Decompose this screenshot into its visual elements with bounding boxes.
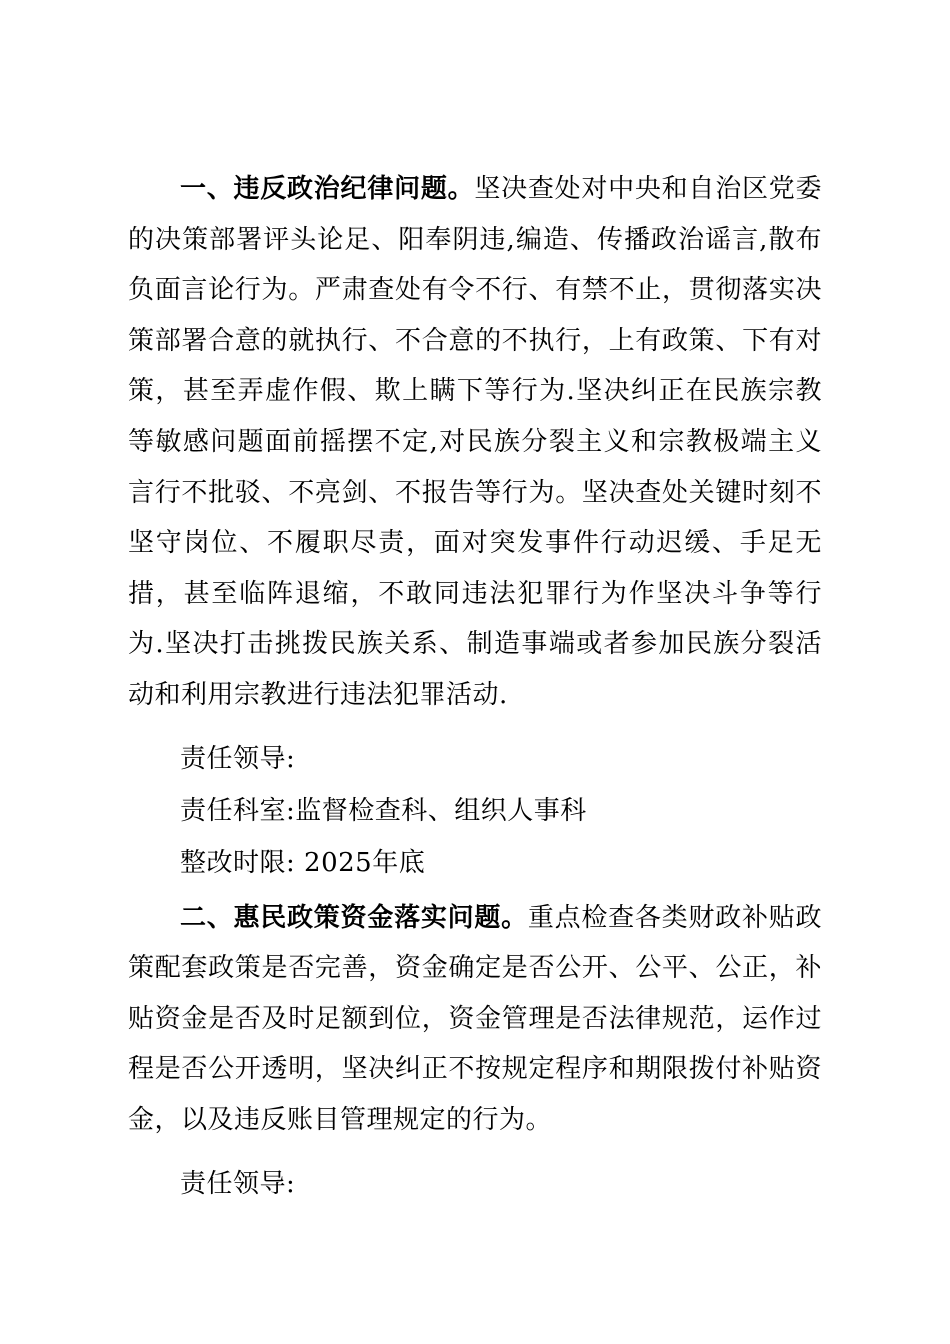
- section-1-office-value: 监督检查科、组织人事科: [295, 795, 587, 826]
- section-2-leader-label: 责任领导:: [180, 1168, 296, 1199]
- section-2-responsible-leader: [128, 1158, 822, 1210]
- section-1-responsible-leader: [128, 733, 822, 785]
- section-1-heading: 一、违反政治纪律问题。: [180, 174, 475, 204]
- section-1-deadline-label: 整改时限:: [180, 847, 296, 878]
- section-1-leader-label: 责任领导:: [180, 743, 296, 774]
- section-1-office-label: 责任科室:: [180, 795, 296, 826]
- section-1-body: 坚决查处对中央和自治区党委的决策部署评头论足、阳奉阴违,编造、传播政治谣言,散布负面言论行为。严肃查处有令不行、有禁不止，贯彻落实决策部署合意的就执行、不合意的不执行，上有政策、下有对策，甚至弄虚作假、欺上瞒下等行为.坚决纠正在民族宗教等敏感问题面前摇摆不定,对民族分裂主义和宗教极端主义言行不批驳、不亮剑、不报告等行为。坚决查处关键时刻不坚守岗位、不履职尽责，面对突发事件行动迟缓、手足无措，甚至临阵退缩，不敢同违法犯罪行为作坚决斗争等行为.坚决打击挑拨民族关系、制造事端或者参加民族分裂活动和利用宗教进行违法犯罪活动.: [128, 174, 822, 710]
- section-1-paragraph: [128, 164, 822, 721]
- section-1-responsible-office: [128, 785, 822, 837]
- section-2-body: 重点检查各类财政补贴政策配套政策是否完善，资金确定是否公开、公平、公正，补贴资金是否及时足额到位，资金管理是否法律规范，运作过程是否公开透明，坚决纠正不按规定程序和期限拨付补贴资金，以及违反账目管理规定的行为。: [128, 902, 822, 1135]
- section-1-deadline: [128, 837, 822, 889]
- section-1-deadline-value: 2025年底: [304, 847, 426, 878]
- document-page: [128, 164, 822, 1210]
- section-2-paragraph: [128, 893, 822, 1146]
- section-2-heading: 二、惠民政策资金落实问题。: [180, 902, 528, 933]
